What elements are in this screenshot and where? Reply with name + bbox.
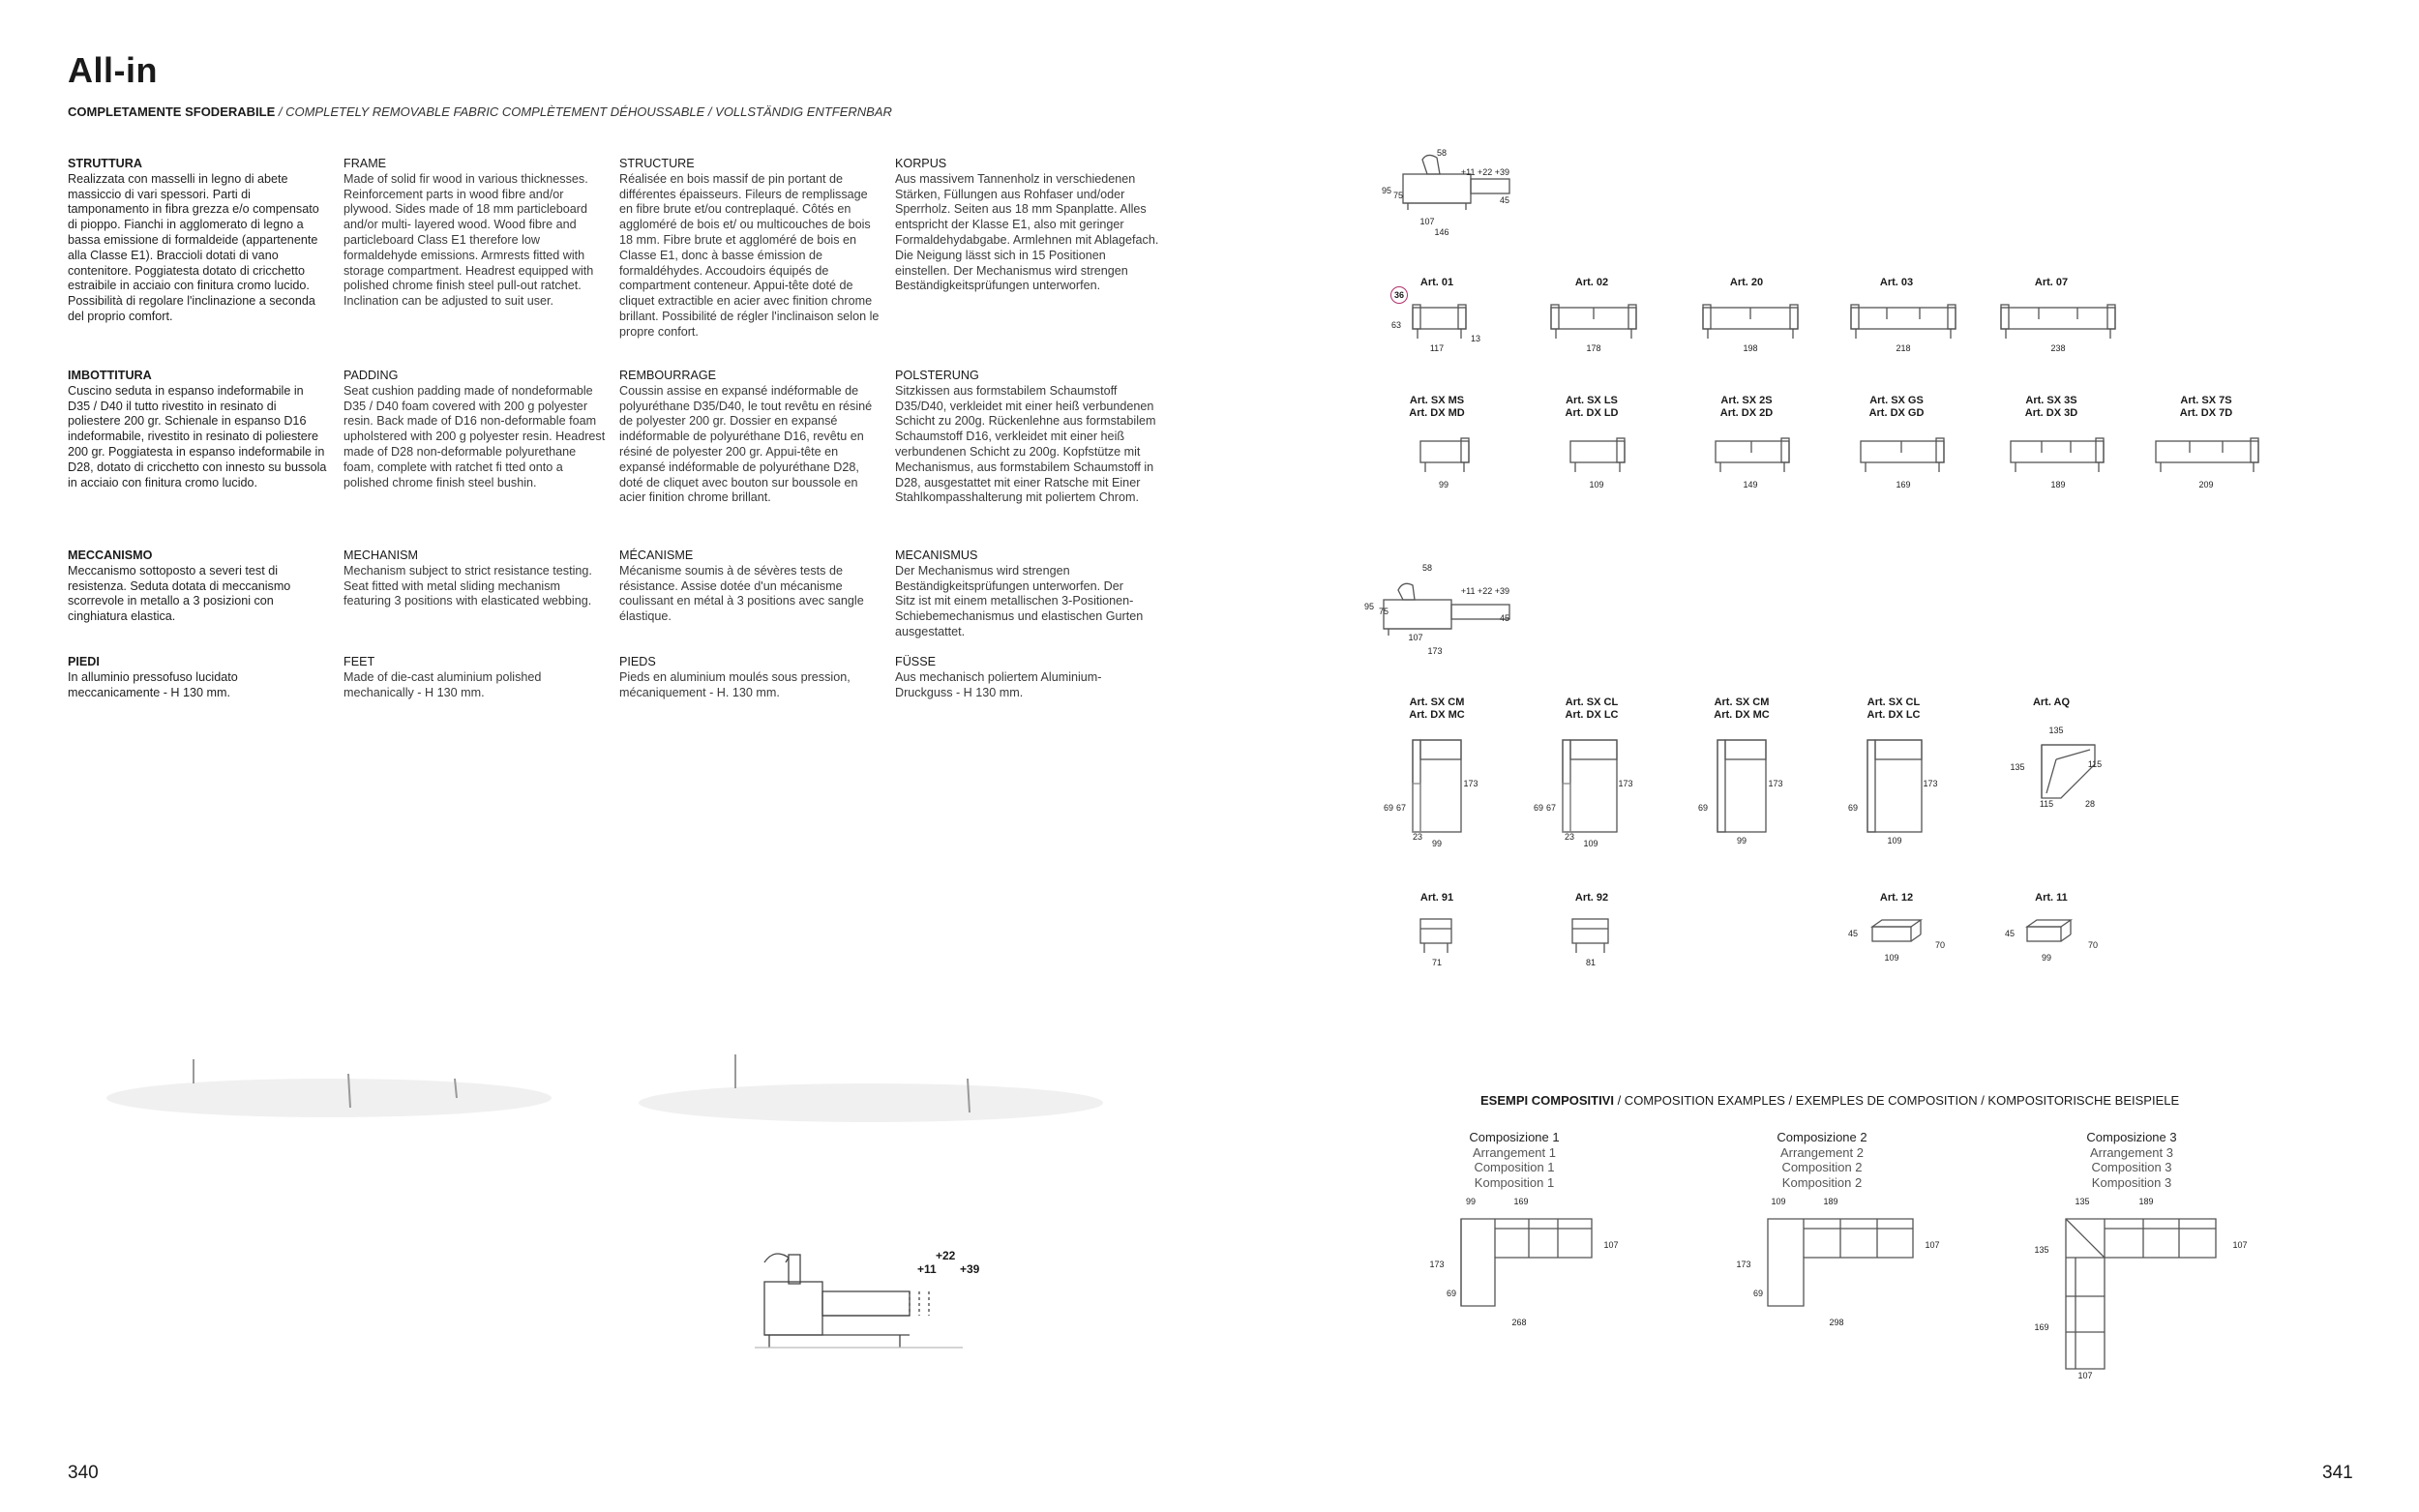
imbottitura-fr xyxy=(619,369,885,506)
comp3-e: 169 xyxy=(2034,1322,2049,1332)
art-sxgs-drawing xyxy=(1858,435,1950,479)
meccanismo-fr xyxy=(619,548,881,625)
struttura-en-heading: FRAME xyxy=(343,157,387,170)
meccanismo-en-text: Mechanism subject to strict resistance testing. Seat fitted with metal sliding mechanism featuring 3 positions with elasticated webbing. xyxy=(343,563,592,608)
art-01-h: 63 xyxy=(1390,320,1401,330)
art-01-badge: 36 xyxy=(1390,286,1408,304)
art-sxms-drawing xyxy=(1418,435,1476,479)
comp2-a: 109 xyxy=(1771,1197,1786,1206)
piedi-fr-text: Pieds en aluminium moulés sous pression, mécaniquement - H. 130 mm. xyxy=(619,669,851,699)
art-aq-drawing xyxy=(2037,740,2105,808)
mid-dim-58: 58 xyxy=(1421,563,1432,573)
art-sxcl-h: 173 xyxy=(1618,779,1633,788)
comp3-en: Arrangement 3 xyxy=(2090,1144,2173,1160)
comp1-en: Arrangement 1 xyxy=(1473,1144,1556,1160)
art-sxcm-l1: Art. SX CM xyxy=(1409,697,1465,708)
top-dim-75: 75 xyxy=(1392,191,1403,200)
art-02-w: 178 xyxy=(1586,343,1601,353)
comp3-d: 107 xyxy=(2232,1240,2248,1250)
art-sx2s-l1: Art. SX 2S xyxy=(1720,395,1773,406)
art-11-h: 45 xyxy=(2004,929,2015,938)
piedi-en-heading: FEET xyxy=(343,655,375,668)
art-sxcm-label xyxy=(1379,697,1495,722)
comp1-de: Komposition 1 xyxy=(1474,1174,1555,1190)
art-sxgs-w: 169 xyxy=(1896,480,1911,489)
piedi-en xyxy=(343,655,576,700)
top-dim-107: 107 xyxy=(1419,217,1435,226)
piedi-fr-heading: PIEDS xyxy=(619,655,656,668)
art-sx3s-w: 189 xyxy=(2050,480,2066,489)
comp1-fr: Composition 1 xyxy=(1474,1160,1555,1174)
mid-dim-plus: +11 +22 +39 xyxy=(1460,586,1510,596)
art-aq-small: 28 xyxy=(2084,799,2095,809)
subtitle xyxy=(68,104,892,119)
imbottitura-it-heading: IMBOTTITURA xyxy=(68,369,152,382)
meccanismo-it-heading: MECCANISMO xyxy=(68,548,153,562)
comp1-h: 173 xyxy=(1429,1260,1445,1269)
meccanismo-it xyxy=(68,548,329,625)
comp3-fr: Composition 3 xyxy=(2091,1160,2172,1174)
art-sxls-l1: Art. SX LS xyxy=(1566,395,1618,406)
art-sxcl2-l2: Art. DX LC xyxy=(1867,709,1921,721)
art-20-drawing xyxy=(1700,300,1802,343)
examples-title-rest: / COMPOSITION EXAMPLES / EXEMPLES DE COMPOSITION / KOMPOSITORISCHE BEISPIELE xyxy=(1613,1093,2180,1108)
art-sx7s-l1: Art. SX 7S xyxy=(2180,395,2232,406)
art-12-label: Art. 12 xyxy=(1879,892,1914,904)
art-91-label: Art. 91 xyxy=(1419,892,1454,904)
art-01-label: Art. 01 xyxy=(1419,277,1454,288)
struttura-fr-text: Réalisée en bois massif de pin portant de différentes épaisseurs. Fileurs de remplissage en fibre brute et/ou contreplaqué. Côtés en aggloméré de bois et/ ou multicouches de bois 18 mm. Fibre brute et aggloméré de bois en Classe E1, donc à basse émission de formaldéhydes. Accoudoirs équipés de compartment conteneur. Appui-tête doté de cliquet extractible en acier avec finition chrome brillant. Possibilité de régler l'inclinaison selon le propre confort. xyxy=(619,171,880,339)
meccanismo-de xyxy=(895,548,1147,640)
art-sxcm-w: 99 xyxy=(1431,839,1442,848)
comp3-w: 107 xyxy=(2077,1371,2093,1380)
top-dim-95: 95 xyxy=(1381,186,1391,195)
art-07-drawing xyxy=(1998,300,2119,343)
art-11-label: Art. 11 xyxy=(2035,892,2068,904)
art-07-w: 238 xyxy=(2050,343,2066,353)
comp2-it: Composizione 2 xyxy=(1777,1130,1867,1144)
composition-2-caption xyxy=(1725,1130,1919,1190)
mid-dim-107: 107 xyxy=(1408,633,1423,642)
art-sxcl-a: 69 xyxy=(1533,803,1543,813)
struttura-it xyxy=(68,157,329,325)
piedi-it-text: In alluminio pressofuso lucidato meccanicamente - H 130 mm. xyxy=(68,669,238,699)
subtitle-rest: / COMPLETELY REMOVABLE FABRIC COMPLÈTEMENT DÉHOUSSABLE / VOLLSTÄNDIG ENTFERNBAR xyxy=(275,104,892,119)
art-sxcm2-a: 69 xyxy=(1697,803,1708,813)
art-03-label: Art. 03 xyxy=(1879,277,1914,288)
art-sx3s-label xyxy=(1993,395,2109,420)
art-sxcm2-h: 173 xyxy=(1768,779,1783,788)
art-sxcl-c: 23 xyxy=(1564,832,1574,842)
subtitle-bold: COMPLETAMENTE SFODERABILE xyxy=(68,104,276,119)
art-12-h: 45 xyxy=(1847,929,1858,938)
meccanismo-fr-text: Mécanisme soumis à de sévères tests de résistance. Assise dotée d'un mécanisme coulissant en métal à 3 positions avec sangle élastique. xyxy=(619,563,864,624)
comp1-d: 107 xyxy=(1603,1240,1619,1250)
art-91-drawing xyxy=(1416,914,1459,958)
art-sxcm2-l2: Art. DX MC xyxy=(1714,709,1770,721)
imbottitura-de-text: Sitzkissen aus formstabilem Schaumstoff D35/D40, verkleidet mit einer heiß verbundenen Schicht zu 200g. Rückenlehne aus formstabilem Schaumstoff D16, verkleidet mit einer heiß verbundenen Schicht zu 200g. Kopfstütze mit Mechanismus, aus formstabilem Schaumstoff in D28, ausgestattet mit einer Ratsche mit Einer Stahlkompasshalterung mit poliertem Chrom. xyxy=(895,383,1156,505)
art-sxcl2-w: 109 xyxy=(1887,836,1902,845)
comp1-w: 268 xyxy=(1511,1318,1527,1327)
art-20-label: Art. 20 xyxy=(1729,277,1764,288)
meccanismo-en-heading: MECHANISM xyxy=(343,548,418,562)
piedi-it-heading: PIEDI xyxy=(68,655,100,668)
art-aq-label: Art. AQ xyxy=(2032,697,2071,708)
top-dim-45: 45 xyxy=(1499,195,1509,205)
meccanismo-en xyxy=(343,548,605,609)
art-sxcl2-label xyxy=(1836,697,1952,722)
struttura-en-text: Made of solid fir wood in various thicknesses. Reinforcement parts in wood fibre and/or plywood. Sides made of 18 mm particleboard and/or multi- layered wood. Wood fibre and particleboard Class E1 therefore low formaldehyde emissions. Armrests fitted with storage compartment. Headrest equipped with polished chrome finish steel pull-out ratchet. Inclination can be adjusted to suit user. xyxy=(343,171,594,309)
piedi-de-heading: FÜSSE xyxy=(895,655,936,668)
art-sxcm2-label xyxy=(1684,697,1800,722)
struttura-it-heading: STRUTTURA xyxy=(68,157,142,170)
art-sxcm2-w: 99 xyxy=(1736,836,1747,845)
art-aq-right: 115 xyxy=(2087,759,2103,769)
art-sxcl-l2: Art. DX LC xyxy=(1565,709,1619,721)
art-sx7s-w: 209 xyxy=(2198,480,2214,489)
art-sx7s-drawing xyxy=(2153,435,2264,479)
art-sxls-drawing xyxy=(1568,435,1630,479)
imbottitura-en xyxy=(343,369,610,490)
mech-dim-22: +22 xyxy=(936,1249,956,1262)
comp2-d: 107 xyxy=(1925,1240,1940,1250)
meccanismo-de-heading: MECANISMUS xyxy=(895,548,978,562)
comp1-a: 99 xyxy=(1465,1197,1476,1206)
comp1-it: Composizione 1 xyxy=(1469,1130,1560,1144)
comp3-h: 135 xyxy=(2034,1245,2049,1255)
struttura-de-heading: KORPUS xyxy=(895,157,947,170)
art-sxcl2-a: 69 xyxy=(1847,803,1858,813)
art-sxcl2-l1: Art. SX CL xyxy=(1867,697,1921,708)
top-dim-146: 146 xyxy=(1434,227,1449,237)
art-sx2s-label xyxy=(1688,395,1805,420)
art-sxcl-b: 67 xyxy=(1545,803,1556,813)
comp1-e: 69 xyxy=(1446,1289,1456,1298)
art-sx3s-drawing xyxy=(2008,435,2109,479)
mid-dim-75: 75 xyxy=(1378,607,1389,616)
art-07-label: Art. 07 xyxy=(2034,277,2069,288)
struttura-de-text: Aus massivem Tannenholz in verschiedenen Stärken, Füllungen aus Rohfaser und/oder Sperrholz. Seiten aus 18 mm Spanplatte. Alles entspricht der Klasse E1, also mit geringer Formaldehydabgabe. Armlehnen mit Ablagefach. Die Neigung lässt sich in 15 Positionen einstellen. Der Mechanismus wird strengen Beständigkeitsprüfungen unterworfen. xyxy=(895,171,1159,293)
imbottitura-it xyxy=(68,369,329,490)
piedi-en-text: Made of die-cast aluminium polished mechanically - H 130 mm. xyxy=(343,669,542,699)
sofa-photo-closed xyxy=(97,890,552,1132)
examples-title xyxy=(1480,1093,2179,1108)
art-sxms-l1: Art. SX MS xyxy=(1409,395,1465,406)
art-sx7s-l2: Art. DX 7D xyxy=(2179,407,2233,419)
comp3-a: 135 xyxy=(2075,1197,2090,1206)
art-sxcm-b: 67 xyxy=(1395,803,1406,813)
art-sx2s-l2: Art. DX 2D xyxy=(1719,407,1774,419)
struttura-it-text: Realizzata con masselli in legno di abete massiccio di vari spessori. Parti di tamponamento in fibra grezza e/o compensato di pioppo. Fianchi in agglomerato di legno a bassa emissione di formaldeide (appartenente alla Classe E1). Braccioli dotati di vano contenitore. Poggiatesta dotato di cricchetto estraibile in acciaio con finitura cromo lucido. Possibilità di regolare l'inclinazione a seconda del proprio comfort. xyxy=(68,171,319,323)
comp1-b: 169 xyxy=(1513,1197,1529,1206)
page-number-right: 341 xyxy=(2322,1463,2353,1483)
composition-2-drawing xyxy=(1763,1214,1918,1311)
art-20-w: 198 xyxy=(1743,343,1758,353)
art-sxcm-c: 23 xyxy=(1412,832,1422,842)
art-sxcl2-h: 173 xyxy=(1923,779,1938,788)
comp3-de: Komposition 3 xyxy=(2091,1174,2172,1190)
piedi-de-text: Aus mechanisch poliertem Aluminium-Druckguss - H 130 mm. xyxy=(895,669,1102,699)
art-sxcm2-l1: Art. SX CM xyxy=(1714,697,1770,708)
meccanismo-fr-heading: MÉCANISME xyxy=(619,548,694,562)
art-sxls-l2: Art. DX LD xyxy=(1565,407,1619,419)
art-sx7s-label xyxy=(2148,395,2264,420)
page-title: All-in xyxy=(68,50,158,90)
page-number-left: 340 xyxy=(68,1463,99,1483)
art-01-depth: 13 xyxy=(1470,334,1480,343)
comp2-fr: Composition 2 xyxy=(1781,1160,1863,1174)
art-02-drawing xyxy=(1548,300,1640,343)
comp3-it: Composizione 3 xyxy=(2086,1130,2177,1144)
comp2-h: 173 xyxy=(1736,1260,1751,1269)
art-11-w: 99 xyxy=(2041,953,2051,963)
art-sxls-w: 109 xyxy=(1589,480,1604,489)
art-sxcl-w: 109 xyxy=(1583,839,1598,848)
imbottitura-de xyxy=(895,369,1161,506)
struttura-en xyxy=(343,157,605,310)
art-91-w: 71 xyxy=(1431,958,1442,967)
composition-3-drawing xyxy=(2061,1214,2225,1379)
art-12-d: 70 xyxy=(1934,940,1945,950)
comp3-b: 189 xyxy=(2138,1197,2154,1206)
art-sx3s-l1: Art. SX 3S xyxy=(2025,395,2077,406)
art-sxgs-l2: Art. DX GD xyxy=(1868,407,1925,419)
struttura-fr-heading: STRUCTURE xyxy=(619,157,695,170)
piedi-de xyxy=(895,655,1147,700)
meccanismo-it-text: Meccanismo sottoposto a severi test di resistenza. Seduta dotata di meccanismo scorrevole in metallo a 3 posizioni con cinghiatura elastica. xyxy=(68,563,291,624)
mech-dim-39: +39 xyxy=(960,1262,980,1276)
art-sxcm-l2: Art. DX MC xyxy=(1409,709,1465,721)
art-11-d: 70 xyxy=(2087,940,2098,950)
art-sxms-label xyxy=(1379,395,1495,420)
art-03-w: 218 xyxy=(1896,343,1911,353)
composition-3-caption xyxy=(2035,1130,2228,1190)
art-12-drawing xyxy=(1867,917,1926,951)
art-aq-top: 135 xyxy=(2048,726,2064,735)
comp2-b: 189 xyxy=(1823,1197,1838,1206)
art-sxcl-l1: Art. SX CL xyxy=(1565,697,1619,708)
art-11-drawing xyxy=(2022,917,2080,951)
comp2-de: Komposition 2 xyxy=(1781,1174,1863,1190)
mech-dim-11: +11 xyxy=(917,1262,937,1276)
art-sxms-w: 99 xyxy=(1438,480,1448,489)
meccanismo-de-text: Der Mechanismus wird strengen Beständigkeitsprüfungen unterworfen. Der Sitz ist mit einem metallischen 3-Positionen-Schiebemechanismus und elastischen Gurten ausgestattet. xyxy=(895,563,1144,638)
comp2-en: Arrangement 2 xyxy=(1780,1144,1864,1160)
art-sxcl-label xyxy=(1534,697,1650,722)
art-03-drawing xyxy=(1848,300,1959,343)
imbottitura-it-text: Cuscino seduta in espanso indeformabile in D35 / D40 il tutto rivestito in resinato di poliestere 200 gr. Schienale in espanso D16 indeformabile, rivestito in resinato di poliestere 200 gr. Poggiatesta in espanso indeformabile in D28, dotato di cricchetto con innesto su bussola in acciaio con finitura cromo lucido. xyxy=(68,383,327,489)
comp2-e: 69 xyxy=(1752,1289,1763,1298)
mid-dim-173: 173 xyxy=(1427,646,1443,656)
struttura-fr xyxy=(619,157,881,341)
imbottitura-en-text: Seat cushion padding made of nondeformable D35 / D40 foam covered with 200 g polyester resin. Back made of D16 non-deformable foam upholstered with 200 g polyester resin. Headrest made of D28 non-deformable polyurethane foam, complete with ratchet fi tted onto a polished chrome finish steel bushin. xyxy=(343,383,606,489)
art-01-w: 117 xyxy=(1429,343,1445,353)
art-92-drawing xyxy=(1568,914,1616,958)
art-sx2s-drawing xyxy=(1713,435,1795,479)
imbottitura-fr-text: Coussin assise en expansé indéformable de polyuréthane D35/D40, le tout revêtu en résiné de polyester 200 gr. Dossier en expansé indéformable de polyuréthane D16, revêtu en résiné de polyester 200 gr. Appui-tête en expansé indéformable de polyuréthane D28, doté de cliquet avec bouton sur boussole en acier finition chrome brillant. xyxy=(619,383,873,505)
examples-title-bold: ESEMPI COMPOSITIVI xyxy=(1480,1093,1614,1108)
art-sxcm-h: 173 xyxy=(1463,779,1478,788)
art-92-label: Art. 92 xyxy=(1574,892,1609,904)
art-sxcm-a: 69 xyxy=(1383,803,1393,813)
comp2-w: 298 xyxy=(1829,1318,1844,1327)
art-02-label: Art. 02 xyxy=(1574,277,1609,288)
mid-dim-95: 95 xyxy=(1363,602,1374,611)
struttura-de xyxy=(895,157,1161,294)
top-dim-58: 58 xyxy=(1436,148,1447,158)
imbottitura-fr-heading: REMBOURRAGE xyxy=(619,369,717,382)
art-sx2s-w: 149 xyxy=(1743,480,1758,489)
art-sx3s-l2: Art. DX 3D xyxy=(2024,407,2078,419)
piedi-it xyxy=(68,655,300,700)
imbottitura-en-heading: PADDING xyxy=(343,369,399,382)
art-sxms-l2: Art. DX MD xyxy=(1409,407,1465,419)
art-aq-bottom: 115 xyxy=(2039,799,2054,809)
sofa-photo-open xyxy=(619,890,1122,1132)
art-12-w: 109 xyxy=(1884,953,1899,963)
top-dim-plus: +11 +22 +39 xyxy=(1460,167,1510,177)
piedi-fr xyxy=(619,655,881,700)
art-sxls-label xyxy=(1534,395,1650,420)
art-sxgs-label xyxy=(1838,395,1955,420)
composition-1-caption xyxy=(1418,1130,1611,1190)
imbottitura-de-heading: POLSTERUNG xyxy=(895,369,979,382)
composition-1-drawing xyxy=(1456,1214,1597,1311)
art-92-w: 81 xyxy=(1585,958,1596,967)
art-sxgs-l1: Art. SX GS xyxy=(1869,395,1924,406)
art-aq-left: 135 xyxy=(2010,762,2025,772)
mid-dim-45: 45 xyxy=(1499,613,1509,623)
